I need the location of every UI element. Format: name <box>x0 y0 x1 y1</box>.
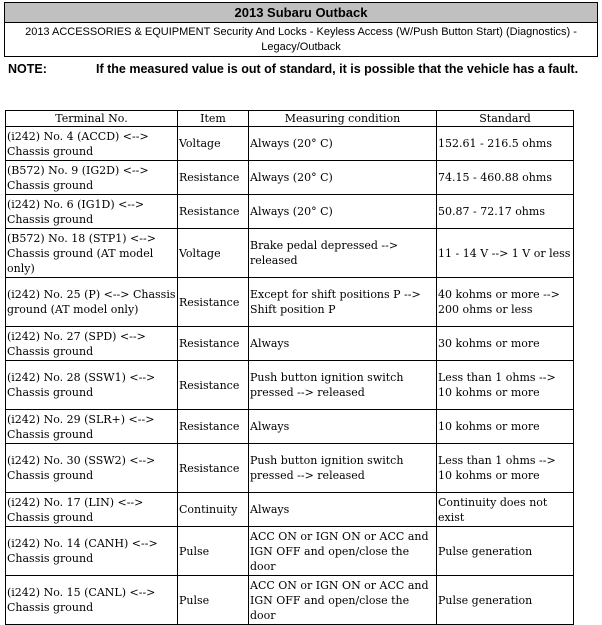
cell-standard: 50.87 - 72.17 ohms <box>437 195 574 229</box>
cell-terminal: (i242) No. 6 (IG1D) <--> Chassis ground <box>6 195 178 229</box>
cell-item: Pulse <box>178 527 249 576</box>
cell-condition: Always <box>249 327 437 361</box>
cell-terminal: (B572) No. 9 (IG2D) <--> Chassis ground <box>6 161 178 195</box>
cell-item: Resistance <box>178 410 249 444</box>
cell-item: Resistance <box>178 161 249 195</box>
table-header-row <box>6 111 574 127</box>
table-row <box>6 195 574 229</box>
cell-item: Resistance <box>178 195 249 229</box>
table-row <box>6 229 574 278</box>
cell-standard: 152.61 - 216.5 ohms <box>437 127 574 161</box>
cell-terminal: (i242) No. 15 (CANL) <--> Chassis ground <box>6 576 178 625</box>
cell-item: Voltage <box>178 127 249 161</box>
table-row <box>6 127 574 161</box>
header-standard: Standard <box>437 111 574 127</box>
cell-condition: Except for shift positions P --> Shift position P <box>249 278 437 327</box>
cell-standard: 30 kohms or more <box>437 327 574 361</box>
table-row <box>6 327 574 361</box>
cell-terminal: (i242) No. 14 (CANH) <--> Chassis ground <box>6 527 178 576</box>
cell-condition: Always (20° C) <box>249 161 437 195</box>
cell-terminal: (i242) No. 29 (SLR+) <--> Chassis ground <box>6 410 178 444</box>
cell-terminal: (i242) No. 25 (P) <--> Chassis ground (AT model only) <box>6 278 178 327</box>
document-subtitle: 2013 ACCESSORIES & EQUIPMENT Security And Locks - Keyless Access (W/Push Button Start) (Diagnostics) - Legacy/Outback <box>4 22 598 57</box>
cell-condition: Push button ignition switch pressed --> released <box>249 444 437 493</box>
cell-standard: 11 - 14 V --> 1 V or less <box>437 229 574 278</box>
cell-standard: Less than 1 ohms --> 10 kohms or more <box>437 361 574 410</box>
cell-condition: Push button ignition switch pressed --> released <box>249 361 437 410</box>
table-row <box>6 493 574 527</box>
cell-item: Resistance <box>178 444 249 493</box>
cell-standard: Less than 1 ohms --> 10 kohms or more <box>437 444 574 493</box>
cell-condition: Always (20° C) <box>249 195 437 229</box>
header-terminal: Terminal No. <box>6 111 178 127</box>
cell-standard: 40 kohms or more --> 200 ohms or less <box>437 278 574 327</box>
header-condition: Measuring condition <box>249 111 437 127</box>
cell-condition: Always <box>249 493 437 527</box>
document-title: 2013 Subaru Outback <box>4 2 598 23</box>
cell-condition: Always (20° C) <box>249 127 437 161</box>
table-row <box>6 444 574 493</box>
cell-terminal: (i242) No. 27 (SPD) <--> Chassis ground <box>6 327 178 361</box>
note-text: If the measured value is out of standard, it is possible that the vehicle has a fault. <box>96 62 579 76</box>
cell-item: Continuity <box>178 493 249 527</box>
cell-item: Resistance <box>178 278 249 327</box>
table-row <box>6 161 574 195</box>
table-row <box>6 278 574 327</box>
header-item: Item <box>178 111 249 127</box>
cell-item: Resistance <box>178 361 249 410</box>
cell-terminal: (i242) No. 4 (ACCD) <--> Chassis ground <box>6 127 178 161</box>
table-row <box>6 361 574 410</box>
cell-standard: 10 kohms or more <box>437 410 574 444</box>
cell-terminal: (i242) No. 28 (SSW1) <--> Chassis ground <box>6 361 178 410</box>
cell-terminal: (B572) No. 18 (STP1) <--> Chassis ground (AT model only) <box>6 229 178 278</box>
cell-terminal: (i242) No. 30 (SSW2) <--> Chassis ground <box>6 444 178 493</box>
cell-item: Pulse <box>178 576 249 625</box>
table-row <box>6 527 574 576</box>
cell-item: Resistance <box>178 327 249 361</box>
cell-standard: Pulse generation <box>437 576 574 625</box>
cell-standard: Continuity does not exist <box>437 493 574 527</box>
table-row <box>6 576 574 625</box>
cell-terminal: (i242) No. 17 (LIN) <--> Chassis ground <box>6 493 178 527</box>
terminal-spec-table <box>5 110 574 625</box>
cell-condition: Brake pedal depressed --> released <box>249 229 437 278</box>
cell-standard: 74.15 - 460.88 ohms <box>437 161 574 195</box>
cell-item: Voltage <box>178 229 249 278</box>
note-label: NOTE: <box>8 62 47 76</box>
cell-condition: Always <box>249 410 437 444</box>
cell-standard: Pulse generation <box>437 527 574 576</box>
cell-condition: ACC ON or IGN ON or ACC and IGN OFF and open/close the door <box>249 527 437 576</box>
cell-condition: ACC ON or IGN ON or ACC and IGN OFF and open/close the door <box>249 576 437 625</box>
table-row <box>6 410 574 444</box>
